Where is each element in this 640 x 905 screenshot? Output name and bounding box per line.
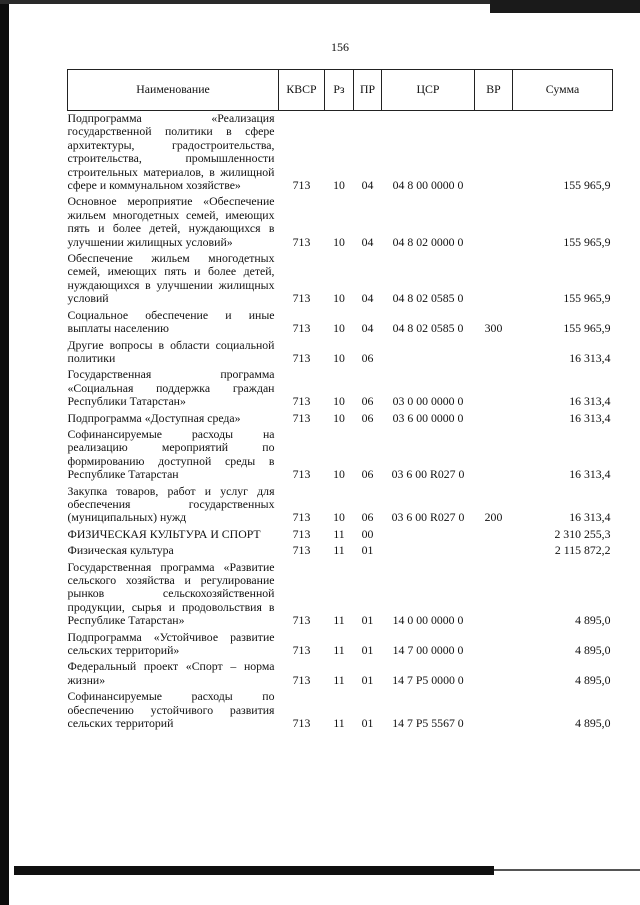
cell-kvsr: 713 [292,291,311,306]
cell-kvsr: 713 [292,613,311,628]
cell-csr: 14 7 00 0000 0 [392,643,464,658]
cell-sum: 4 895,0 [575,716,611,731]
cell-sum: 155 965,9 [563,178,611,193]
table-row [68,543,613,559]
table-body [68,111,613,733]
cell-rz: 11 [333,643,345,658]
page-number: 156 [331,40,349,54]
cell-csr: 14 7 P5 5567 0 [392,716,464,731]
table-row [68,659,613,689]
cell-name: Обеспечение жильем многодетных семей, имеющих пять и более детей, нуждающихся в улучшении жилищных условий [67,251,275,306]
cell-vr [475,111,513,195]
cell-rz: 11 [333,543,345,558]
cell-csr [382,527,475,543]
table-row [68,194,613,251]
cell-name: Подпрограмма «Реализация государственной политики в сфере архитектуры, градостроительства, строительства, промышленности строительных материалов, в жилищной сфере и коммунальном хозяйстве» [67,111,275,193]
header-sum: Сумма [513,70,613,111]
cell-csr: 04 8 02 0585 0 [392,321,464,336]
cell-csr: 03 0 00 0000 0 [392,394,464,409]
cell-pr: 06 [361,467,374,482]
table-row [68,338,613,368]
cell-vr [475,560,513,630]
cell-rz: 11 [333,672,345,687]
cell-rz: 10 [333,350,345,365]
cell-name: Подпрограмма «Доступная среда» [67,410,241,425]
cell-pr: 06 [361,394,374,409]
cell-rz: 11 [333,613,345,628]
cell-name: Другие вопросы в области социальной политики [67,337,275,365]
cell-sum: 155 965,9 [563,291,611,306]
cell-name: Государственная программа «Социальная поддержка граждан Республики Татарстан» [67,367,275,409]
cell-sum: 16 313,4 [569,467,611,482]
cell-pr: 01 [361,672,374,687]
cell-name: Федеральный проект «Спорт – норма жизни» [67,659,275,687]
cell-vr [475,338,513,368]
cell-name: Софинансируемые расходы на реализацию мероприятий по формированию доступной среды в Республике Татарстан [67,426,275,482]
cell-sum: 16 313,4 [569,510,611,525]
header-kvsr: КВСР [279,70,325,111]
table-row [68,308,613,338]
cell-rz: 11 [333,716,345,731]
cell-rz: 11 [333,526,345,541]
cell-kvsr: 713 [292,350,311,365]
cell-pr: 01 [361,716,374,731]
cell-pr: 06 [361,410,374,425]
cell-csr [382,338,475,368]
cell-kvsr: 713 [292,178,311,193]
header-csr: ЦСР [382,70,475,111]
cell-kvsr: 713 [292,643,311,658]
table-row [68,527,613,543]
header-vr: ВР [475,70,513,111]
cell-pr: 04 [361,291,374,306]
cell-kvsr: 713 [292,716,311,731]
cell-pr: 01 [361,613,374,628]
cell-name: Социальное обеспечение и иные выплаты населению [67,307,275,336]
cell-vr [475,630,513,660]
cell-pr: 06 [361,510,374,525]
cell-rz: 10 [333,234,345,249]
cell-sum: 16 313,4 [569,394,611,409]
cell-pr: 01 [361,543,374,558]
table-row [68,689,613,732]
table-row [68,251,613,308]
scan-edge-left [0,0,9,905]
cell-rz: 10 [333,321,345,336]
cell-csr: 04 8 02 0000 0 [392,234,464,249]
cell-vr [475,527,513,543]
cell-csr [382,543,475,559]
cell-vr [475,427,513,484]
cell-csr: 14 0 00 0000 0 [392,613,464,628]
cell-rz: 10 [333,178,345,193]
cell-sum: 16 313,4 [569,410,611,425]
cell-rz: 10 [333,394,345,409]
cell-vr [475,194,513,251]
cell-name: Подпрограмма «Устойчивое развитие сельских территорий» [67,629,275,658]
cell-csr: 04 8 00 0000 0 [392,178,464,193]
cell-kvsr: 713 [292,672,311,687]
cell-name: Физическая культура [67,543,174,558]
cell-name: Основное мероприятие «Обеспечение жильем многодетных семей, имеющих пять и более детей, нуждающихся в улучшении жилищных условий» [67,194,275,249]
budget-table [67,69,613,732]
cell-vr [475,659,513,689]
cell-name: Софинансируемые расходы по обеспечению устойчивого развития сельских территорий [67,689,275,731]
cell-rz: 10 [333,291,345,306]
cell-kvsr: 713 [292,543,311,558]
cell-rz: 10 [333,410,345,425]
cell-vr [475,689,513,732]
table-row [68,367,613,410]
cell-kvsr: 713 [292,234,311,249]
cell-kvsr: 713 [292,394,311,409]
cell-csr: 14 7 P5 0000 0 [392,672,464,687]
cell-sum: 155 965,9 [563,321,611,336]
table-row [68,484,613,527]
table-row [68,111,613,195]
table-row [68,411,613,427]
cell-vr: 300 [484,321,503,336]
scan-edge-top-right [490,0,640,13]
header-pr: ПР [354,70,382,111]
cell-vr [475,251,513,308]
cell-kvsr: 713 [292,410,311,425]
table-row [68,560,613,630]
cell-kvsr: 713 [292,467,311,482]
cell-csr: 04 8 02 0585 0 [392,291,464,306]
cell-name: Государственная программа «Развитие сельского хозяйства и регулирование рынков сельскохозяйственной продукции, сырья и продовольствия в Республике Татарстан» [67,559,275,628]
cell-sum: 2 310 255,3 [554,526,611,541]
scan-edge-bottom-thin [494,869,640,871]
cell-kvsr: 713 [292,526,311,541]
table-row [68,427,613,484]
cell-pr: 01 [361,643,374,658]
cell-pr: 04 [361,321,374,336]
table-header-row [68,70,613,111]
cell-vr [475,367,513,410]
cell-sum: 4 895,0 [575,613,611,628]
cell-pr: 06 [361,350,374,365]
header-name: Наименование [68,70,279,111]
cell-sum: 2 115 872,2 [554,543,611,558]
cell-rz: 10 [333,467,345,482]
cell-kvsr: 713 [292,510,311,525]
table-row [68,630,613,660]
cell-vr [475,411,513,427]
cell-rz: 10 [333,510,345,525]
cell-sum: 16 313,4 [569,350,611,365]
cell-csr: 03 6 00 R027 0 [391,467,465,482]
cell-vr [475,543,513,559]
cell-pr: 04 [361,178,374,193]
cell-csr: 03 6 00 0000 0 [392,410,464,425]
scan-edge-bottom [14,866,494,875]
cell-pr: 00 [361,526,374,541]
cell-name: ФИЗИЧЕСКАЯ КУЛЬТУРА И СПОРТ [67,526,261,541]
cell-kvsr: 713 [292,321,311,336]
cell-vr: 200 [484,510,503,525]
cell-sum: 4 895,0 [575,672,611,687]
cell-pr: 04 [361,234,374,249]
cell-csr: 03 6 00 R027 0 [391,510,465,525]
cell-sum: 4 895,0 [575,643,611,658]
cell-sum: 155 965,9 [563,234,611,249]
header-rz: Рз [325,70,354,111]
cell-name: Закупка товаров, работ и услуг для обеспечения государственных (муниципальных) нужд [67,483,275,525]
